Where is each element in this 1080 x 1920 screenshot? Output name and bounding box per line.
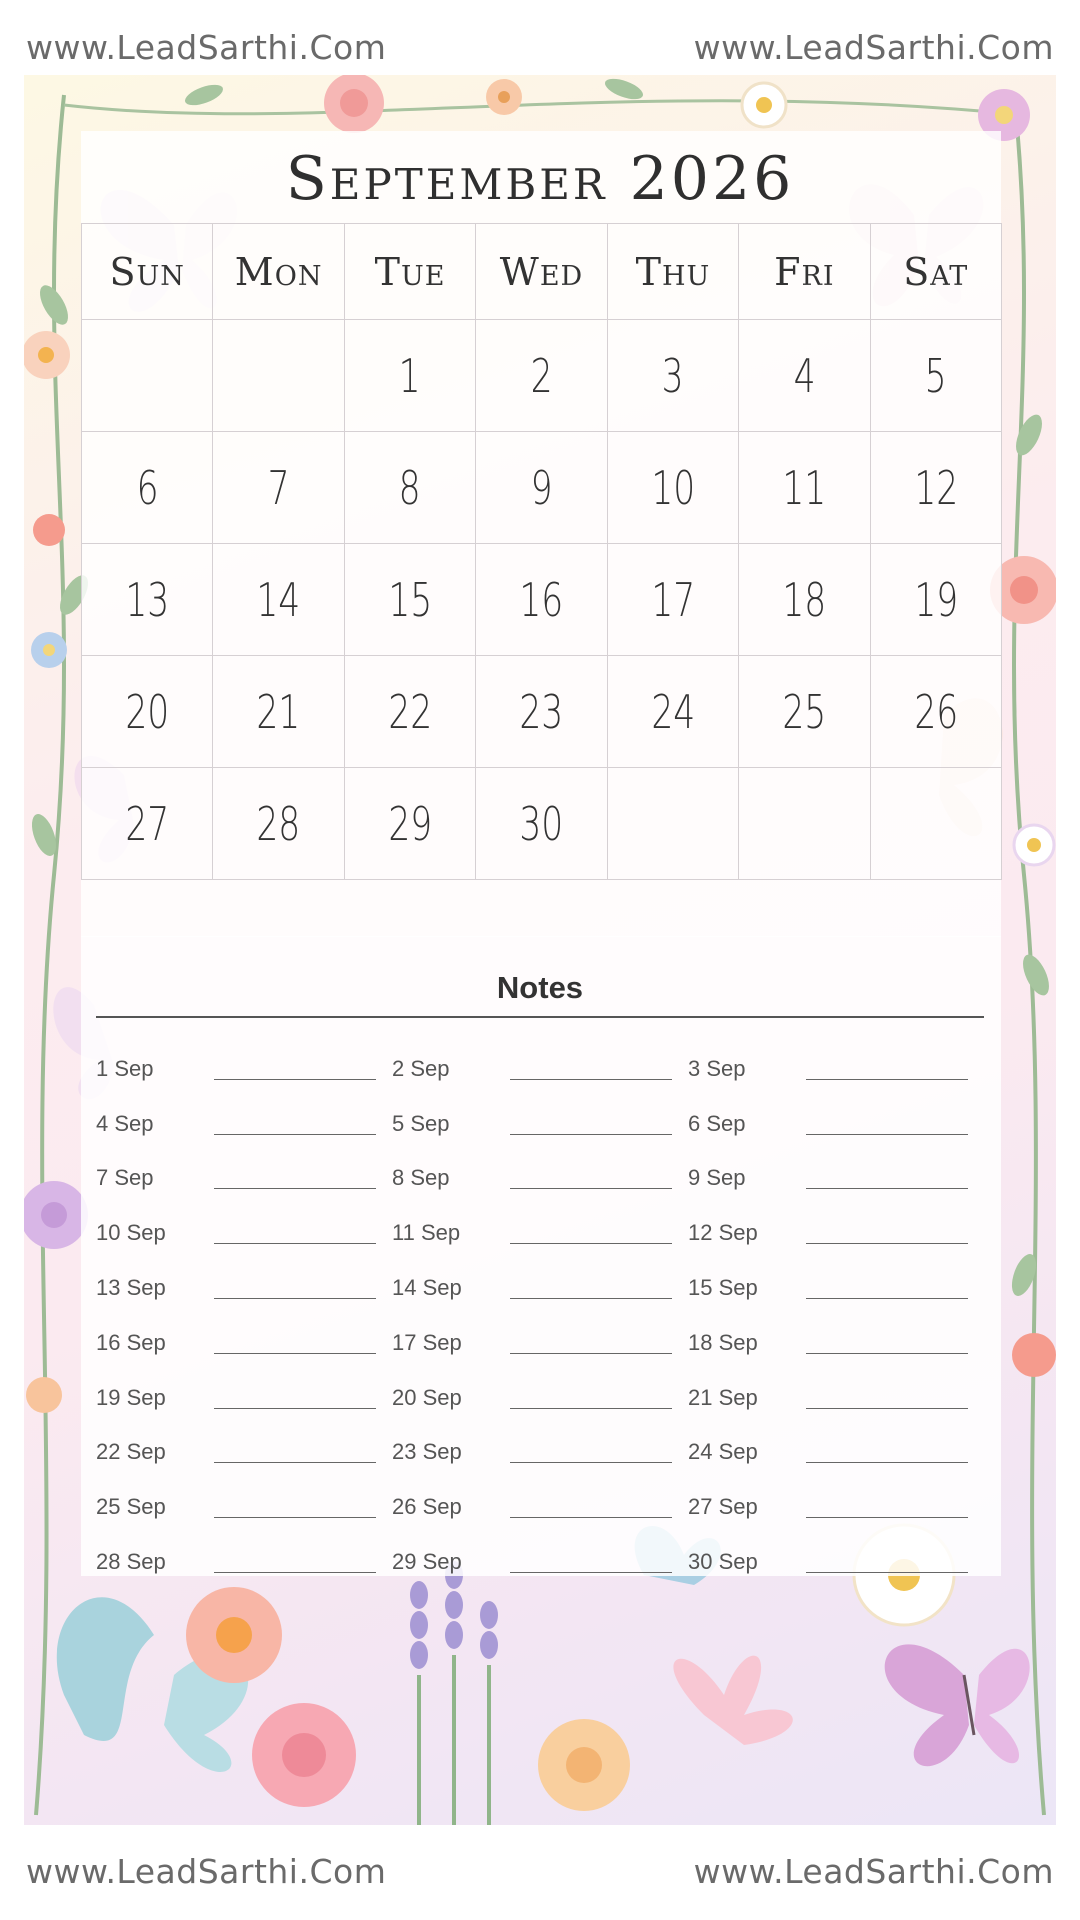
note-date-label: 25 Sep (96, 1494, 166, 1520)
note-write-line (806, 1078, 968, 1080)
day-cell (345, 768, 476, 880)
day-number: 1 (399, 348, 422, 403)
note-write-line (510, 1242, 672, 1244)
note-entry (392, 1526, 688, 1581)
note-date-label: 24 Sep (688, 1439, 758, 1465)
day-cell (871, 320, 1002, 432)
day-cell (82, 768, 213, 880)
note-write-line (806, 1242, 968, 1244)
day-number: 8 (399, 460, 422, 515)
day-number: 2 (530, 348, 553, 403)
day-cell (345, 656, 476, 768)
note-entry (688, 1197, 984, 1252)
note-write-line (214, 1352, 376, 1354)
notes-title: Notes (496, 970, 584, 1005)
note-write-line (806, 1516, 968, 1518)
note-date-label: 1 Sep (96, 1055, 154, 1081)
note-date-label: 13 Sep (96, 1274, 166, 1300)
watermark-bottom-right: www.LeadSarthi.Com (693, 1852, 1054, 1891)
note-entry (688, 1252, 984, 1307)
note-date-label: 3 Sep (688, 1055, 746, 1081)
note-entry (392, 1143, 688, 1198)
note-write-line (806, 1187, 968, 1189)
note-date-label: 18 Sep (688, 1329, 758, 1355)
note-entry (96, 1143, 392, 1198)
watermark-bottom-left: www.LeadSarthi.Com (26, 1852, 387, 1891)
note-write-line (806, 1461, 968, 1463)
note-write-line (510, 1133, 672, 1135)
note-date-label: 19 Sep (96, 1384, 166, 1410)
day-cell (213, 320, 344, 432)
day-cell (476, 544, 607, 656)
day-number: 16 (519, 572, 564, 627)
note-date-label: 17 Sep (392, 1329, 462, 1355)
note-entry (96, 1526, 392, 1581)
day-number: 12 (913, 460, 958, 515)
watermark-top-left: www.LeadSarthi.Com (26, 28, 387, 67)
day-cell (213, 544, 344, 656)
note-write-line (510, 1352, 672, 1354)
note-write-line (214, 1571, 376, 1573)
day-cell (739, 432, 870, 544)
day-cell (739, 768, 870, 880)
day-cell (345, 320, 476, 432)
note-entry (392, 1307, 688, 1362)
note-write-line (214, 1516, 376, 1518)
note-entry (96, 1033, 392, 1088)
note-date-label: 2 Sep (392, 1055, 450, 1081)
note-date-label: 8 Sep (392, 1165, 450, 1191)
calendar-grid (81, 223, 1002, 880)
note-entry (688, 1471, 984, 1526)
weekday-thu: Thu (608, 224, 739, 320)
note-write-line (806, 1297, 968, 1299)
watermark-top-right: www.LeadSarthi.Com (693, 28, 1054, 67)
note-date-label: 20 Sep (392, 1384, 462, 1410)
day-cell (82, 544, 213, 656)
day-number: 22 (388, 684, 433, 739)
day-cell (476, 320, 607, 432)
note-date-label: 29 Sep (392, 1548, 462, 1574)
note-write-line (510, 1516, 672, 1518)
note-write-line (510, 1078, 672, 1080)
note-date-label: 15 Sep (688, 1274, 758, 1300)
note-write-line (214, 1461, 376, 1463)
note-entry (96, 1088, 392, 1143)
day-cell (476, 432, 607, 544)
day-number: 11 (782, 460, 827, 515)
day-cell (608, 320, 739, 432)
note-write-line (510, 1297, 672, 1299)
day-cell (476, 768, 607, 880)
note-date-label: 30 Sep (688, 1548, 758, 1574)
note-entry (96, 1197, 392, 1252)
day-number: 28 (256, 796, 301, 851)
day-number: 17 (650, 572, 695, 627)
note-entry (96, 1307, 392, 1362)
weekday-sun: Sun (82, 224, 213, 320)
note-entry (392, 1252, 688, 1307)
note-date-label: 12 Sep (688, 1220, 758, 1246)
day-cell (213, 656, 344, 768)
note-write-line (510, 1407, 672, 1409)
note-date-label: 27 Sep (688, 1494, 758, 1520)
note-write-line (214, 1133, 376, 1135)
note-entry (688, 1143, 984, 1198)
note-entry (392, 1417, 688, 1472)
note-write-line (214, 1187, 376, 1189)
day-number: 10 (650, 460, 695, 515)
weekday-sat: Sat (871, 224, 1002, 320)
note-entry (688, 1088, 984, 1143)
note-date-label: 23 Sep (392, 1439, 462, 1465)
day-cell (739, 656, 870, 768)
weekday-tue: Tue (345, 224, 476, 320)
note-date-label: 6 Sep (688, 1110, 746, 1136)
day-cell (82, 320, 213, 432)
note-date-label: 9 Sep (688, 1165, 746, 1191)
note-entry (688, 1526, 984, 1581)
note-date-label: 5 Sep (392, 1110, 450, 1136)
day-cell (608, 432, 739, 544)
day-number: 23 (519, 684, 564, 739)
day-number: 27 (125, 796, 170, 851)
day-number: 24 (650, 684, 695, 739)
day-number: 6 (136, 460, 159, 515)
note-write-line (510, 1187, 672, 1189)
note-entry (392, 1033, 688, 1088)
day-number: 15 (388, 572, 433, 627)
note-entry (96, 1362, 392, 1417)
notes-divider (96, 1016, 984, 1018)
day-number: 5 (924, 348, 947, 403)
day-number: 13 (125, 572, 170, 627)
note-entry (688, 1362, 984, 1417)
note-entry (392, 1197, 688, 1252)
note-write-line (806, 1133, 968, 1135)
note-entry (96, 1417, 392, 1472)
day-cell (739, 320, 870, 432)
note-entry (688, 1033, 984, 1088)
day-cell (871, 768, 1002, 880)
day-number: 3 (661, 348, 684, 403)
note-entry (392, 1362, 688, 1417)
note-write-line (214, 1407, 376, 1409)
month-title: September 2026 (285, 144, 795, 214)
note-date-label: 11 Sep (392, 1220, 461, 1246)
day-cell (871, 656, 1002, 768)
note-date-label: 21 Sep (688, 1384, 758, 1410)
note-entry (96, 1471, 392, 1526)
note-entry (688, 1417, 984, 1472)
note-date-label: 10 Sep (96, 1220, 166, 1246)
day-number: 14 (256, 572, 301, 627)
day-number: 29 (388, 796, 433, 851)
note-entry (96, 1252, 392, 1307)
day-number: 18 (782, 572, 827, 627)
note-write-line (214, 1297, 376, 1299)
day-number: 19 (913, 572, 958, 627)
note-date-label: 7 Sep (96, 1165, 154, 1191)
note-date-label: 14 Sep (392, 1274, 462, 1300)
note-date-label: 28 Sep (96, 1548, 166, 1574)
day-cell (213, 768, 344, 880)
day-number: 7 (267, 460, 290, 515)
notes-list (96, 1033, 984, 1581)
day-cell (608, 768, 739, 880)
day-cell (213, 432, 344, 544)
day-number: 4 (793, 348, 816, 403)
day-number: 25 (782, 684, 827, 739)
note-entry (392, 1088, 688, 1143)
day-number: 21 (256, 684, 301, 739)
note-write-line (214, 1078, 376, 1080)
weekday-wed: Wed (476, 224, 607, 320)
weekday-fri: Fri (739, 224, 870, 320)
note-write-line (806, 1407, 968, 1409)
day-cell (345, 544, 476, 656)
day-cell (82, 432, 213, 544)
day-cell (871, 544, 1002, 656)
day-number: 20 (125, 684, 170, 739)
weekday-mon: Mon (213, 224, 344, 320)
day-cell (608, 656, 739, 768)
day-cell (608, 544, 739, 656)
day-number: 26 (913, 684, 958, 739)
day-cell (739, 544, 870, 656)
note-write-line (510, 1571, 672, 1573)
note-date-label: 4 Sep (96, 1110, 154, 1136)
day-number: 30 (519, 796, 564, 851)
note-entry (688, 1307, 984, 1362)
note-date-label: 16 Sep (96, 1329, 166, 1355)
note-write-line (214, 1242, 376, 1244)
day-cell (345, 432, 476, 544)
note-date-label: 22 Sep (96, 1439, 166, 1465)
day-cell (871, 432, 1002, 544)
note-write-line (510, 1461, 672, 1463)
note-write-line (806, 1571, 968, 1573)
note-entry (392, 1471, 688, 1526)
day-cell (476, 656, 607, 768)
note-date-label: 26 Sep (392, 1494, 462, 1520)
note-write-line (806, 1352, 968, 1354)
day-number: 9 (530, 460, 553, 515)
day-cell (82, 656, 213, 768)
